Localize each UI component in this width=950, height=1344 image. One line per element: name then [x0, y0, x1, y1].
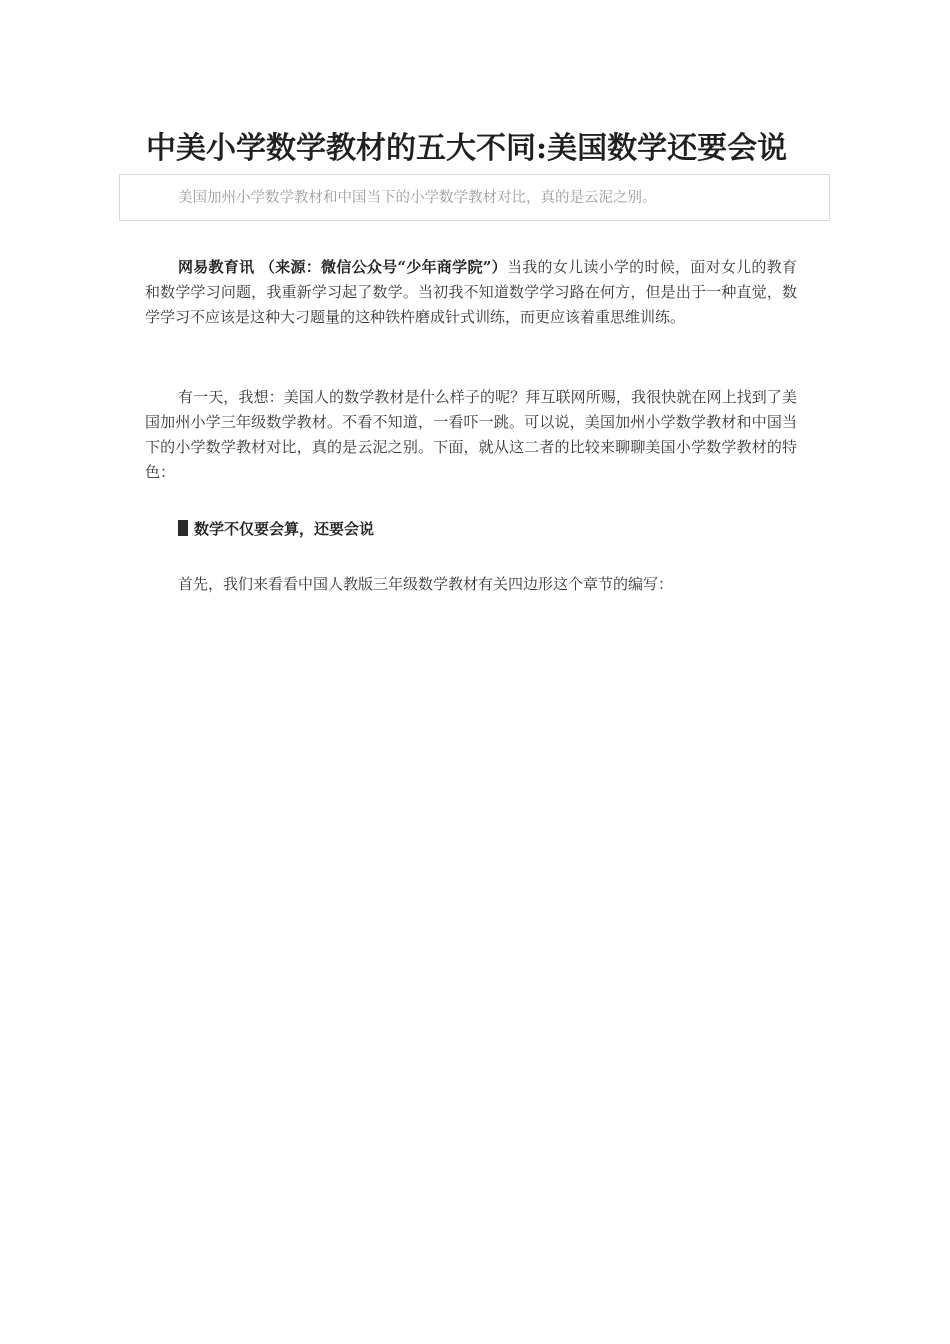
- paragraph-discovery-text: 有一天，我想：美国人的数学教材是什么样子的呢？拜互联网所赐，我很快就在网上找到了美国加州小学三年级数学教材。不看不知道，一看吓一跳。可以说，美国加州小学数学教材和中国当下的小学数学教材对比，真的是云泥之别。下面，就从这二者的比较来聊聊美国小学数学教材的特色：: [145, 388, 797, 481]
- heading-bar-icon: [178, 520, 188, 536]
- article-summary: 美国加州小学数学教材和中国当下的小学数学教材对比，真的是云泥之别。: [178, 190, 657, 206]
- paragraph-intro-text: 当我的女儿读小学的时候，面对女儿的教育和数学学习问题，我重新学习起了数学。当初我不知道数学学习路在何方，但是出于一种直觉，数学学习不应该是这种大刁题量的这种铁杵磨成针式训练，而更应该着重思维训练。: [145, 258, 797, 326]
- paragraph-first-text: 首先，我们来看看中国人教版三年级数学教材有关四边形这个章节的编写：: [178, 575, 674, 593]
- section-heading-text: 数学不仅要会算，还要会说: [194, 520, 375, 538]
- article-summary-box: [119, 174, 830, 221]
- article-title: 中美小学数学教材的五大不同:美国数学还要会说: [146, 131, 788, 166]
- paragraph-first: [145, 572, 797, 597]
- paragraph-intro: [145, 255, 797, 330]
- section-heading: [178, 517, 374, 541]
- paragraph-discovery: [145, 385, 797, 485]
- source-credit: 网易教育讯 （来源：微信公众号“少年商学院”）: [178, 258, 507, 276]
